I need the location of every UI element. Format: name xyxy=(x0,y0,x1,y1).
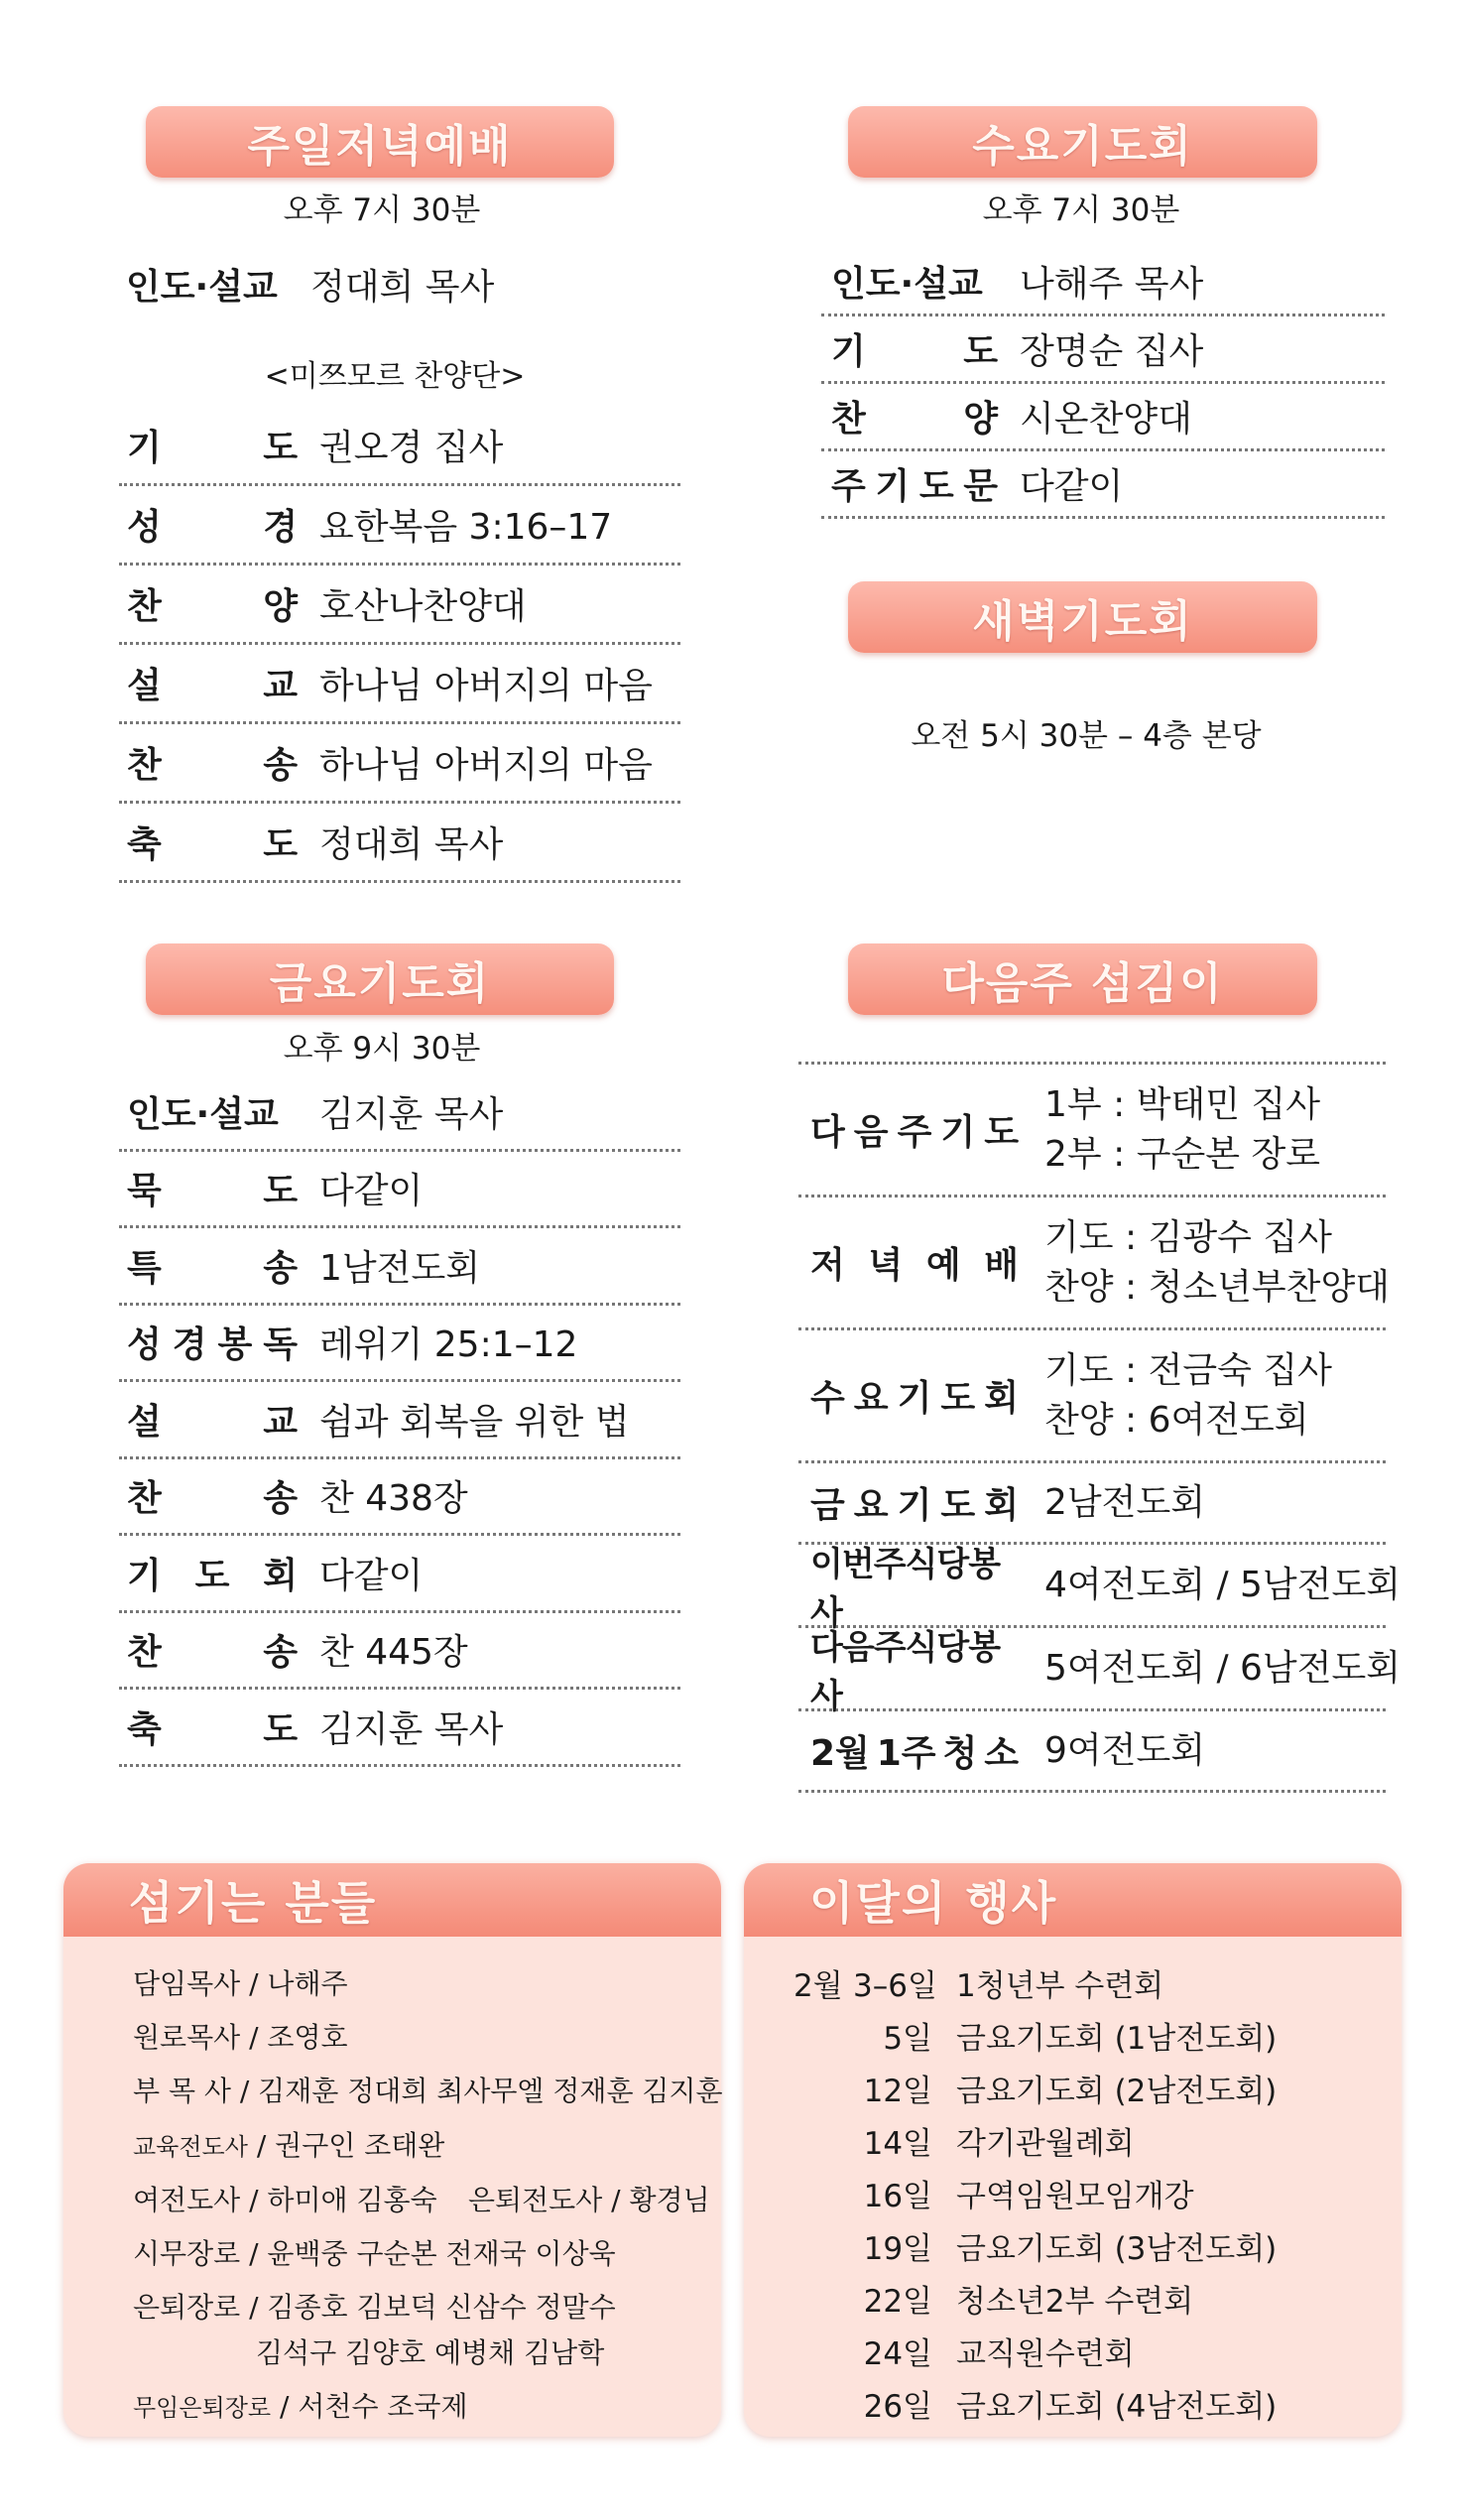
friday-value: 김지훈 목사 xyxy=(319,1093,504,1135)
sunday-value: 하나님 아버지의 마음 xyxy=(319,666,653,706)
friday-label-part: 교 xyxy=(263,1401,298,1443)
event-item xyxy=(853,2223,1277,2268)
events-title: 이달의 행사 xyxy=(744,1863,1402,1937)
event-item xyxy=(853,2171,1194,2215)
staff-female-evangelist: 여전도사 / 하미애 김홍숙 xyxy=(133,2184,437,2216)
next-week-label-part: 녁 xyxy=(868,1245,904,1286)
friday-label-part: 성 xyxy=(127,1324,162,1366)
next-week-value: 1부 : 박태민 집사 xyxy=(1044,1083,1321,1125)
sunday-row xyxy=(119,645,680,724)
next-week-value: 9여전도회 xyxy=(1044,1729,1206,1771)
friday-label-part: 송 xyxy=(263,1478,298,1520)
next-week-label-part: 음 xyxy=(853,1112,889,1153)
friday-value: 다같이 xyxy=(319,1171,424,1212)
event-day: 3–6일 xyxy=(853,1968,937,2004)
staff-senior: 담임목사 / 나해주 xyxy=(133,1967,348,2000)
wednesday-value: 시온찬양대 xyxy=(1020,399,1192,440)
event-item xyxy=(853,1960,1163,2005)
next-week-values xyxy=(1044,1346,1332,1446)
friday-label-part: 기 xyxy=(127,1555,162,1596)
friday-label xyxy=(127,1701,319,1752)
sunday-label-part: 기 xyxy=(127,428,162,468)
wednesday-row xyxy=(821,451,1385,519)
friday-value: 김지훈 목사 xyxy=(319,1708,504,1750)
staff-unassigned-row xyxy=(133,2385,468,2425)
friday-label xyxy=(127,1394,319,1445)
friday-time: 오후 9시 30분 xyxy=(283,1031,481,1067)
friday-value: 쉼과 회복을 위한 법 xyxy=(319,1401,630,1443)
friday-value: 찬 438장 xyxy=(319,1478,468,1520)
friday-label-part: 묵 xyxy=(127,1171,162,1212)
staff-title: 섬기는 분들 xyxy=(63,1863,721,1937)
friday-label-part: 찬 xyxy=(127,1632,162,1674)
friday-label xyxy=(127,1624,319,1675)
event-text: 1청년부 수련회 xyxy=(956,1968,1164,2004)
wednesday-row xyxy=(821,316,1385,384)
next-week-label-part: 회 xyxy=(984,1378,1019,1419)
staff-retired-elders-2: 김석구 김양호 예병채 김남학 xyxy=(256,2336,605,2369)
sunday-value: 하나님 아버지의 마음 xyxy=(319,745,653,786)
next-week-label xyxy=(798,1370,1044,1421)
friday-label-part: 특 xyxy=(127,1247,162,1289)
friday-row xyxy=(119,1382,680,1459)
next-week-row xyxy=(798,1711,1386,1793)
friday-label-part: 도 xyxy=(194,1555,230,1596)
wednesday-label-part: 양 xyxy=(963,399,998,440)
sunday-label xyxy=(127,578,319,629)
next-week-label-part: 요 xyxy=(853,1485,889,1526)
friday-row xyxy=(119,1536,680,1613)
friday-label xyxy=(127,1240,319,1291)
wednesday-label-part: 주 xyxy=(831,466,866,507)
friday-row xyxy=(119,1690,680,1767)
wednesday-label-part: 기 xyxy=(875,466,911,507)
event-day: 19일 xyxy=(863,2231,932,2267)
wednesday-value: 장명순 집사 xyxy=(1020,331,1204,372)
wednesday-label-part: 도 xyxy=(918,466,954,507)
sunday-label-part: 양 xyxy=(263,586,298,627)
event-text: 금요기도회 (2남전도회) xyxy=(956,2074,1278,2109)
next-week-value: 기도 : 전금숙 집사 xyxy=(1044,1349,1332,1391)
next-week-label-part: 기 xyxy=(897,1485,932,1526)
sunday-time: 오후 7시 30분 xyxy=(283,192,481,228)
next-week-label-part: 수 xyxy=(810,1378,845,1419)
next-week-value: 2남전도회 xyxy=(1044,1481,1206,1523)
staff-education-prefix: 교육전도사 xyxy=(133,2133,248,2161)
sunday-title: 주일저녁예배 xyxy=(146,106,614,178)
wednesday-label xyxy=(831,391,1020,441)
wednesday-label-part: 인도·설교 xyxy=(831,264,983,305)
friday-label-part: 축 xyxy=(127,1708,162,1750)
wednesday-value: 나해주 목사 xyxy=(1020,264,1204,305)
sunday-label-part: 도 xyxy=(263,824,298,865)
dawn-title: 새벽기도회 xyxy=(848,581,1317,653)
next-week-value: 4여전도회 / 5남전도회 xyxy=(1044,1564,1402,1605)
friday-label-part: 도 xyxy=(263,1171,298,1212)
events-month: 2월 xyxy=(794,1968,843,2004)
next-week-label xyxy=(798,1237,1044,1288)
staff-emeritus: 원로목사 / 조영호 xyxy=(133,2021,348,2054)
sunday-label-part: 설 xyxy=(127,666,162,706)
next-week-value: 찬양 : 6여전도회 xyxy=(1044,1399,1309,1441)
next-week-label-part: 저 xyxy=(810,1245,845,1286)
wednesday-row xyxy=(821,384,1385,451)
friday-value: 1남전도회 xyxy=(319,1247,481,1289)
friday-label xyxy=(127,1317,319,1367)
wednesday-label xyxy=(831,323,1020,374)
event-day: 26일 xyxy=(863,2389,932,2425)
friday-value: 레위기 25:1–12 xyxy=(319,1324,578,1366)
dawn-time: 오전 5시 30분 – 4층 본당 xyxy=(911,718,1262,754)
next-week-values xyxy=(1044,1478,1205,1528)
friday-row xyxy=(119,1152,680,1229)
staff-education: / 권구인 조태완 xyxy=(247,2129,445,2162)
wednesday-label-part: 도 xyxy=(963,331,998,372)
next-week-value: 찬양 : 청소년부찬양대 xyxy=(1044,1266,1390,1308)
friday-row xyxy=(119,1228,680,1306)
wednesday-label-part: 찬 xyxy=(831,399,866,440)
wednesday-title: 수요기도회 xyxy=(848,106,1317,178)
friday-row xyxy=(119,1074,680,1152)
friday-title: 금요기도회 xyxy=(146,944,614,1015)
sunday-label-part: 교 xyxy=(263,666,298,706)
next-week-row xyxy=(798,1627,1402,1716)
next-week-label-part: 도 xyxy=(940,1485,976,1526)
sunday-label-part: 성 xyxy=(127,507,162,548)
friday-label xyxy=(127,1470,319,1521)
sunday-value: 권오경 집사 xyxy=(319,428,504,468)
sunday-row xyxy=(119,724,680,804)
sunday-leader: 정대희 목사 xyxy=(310,266,495,308)
next-week-row xyxy=(798,1197,1390,1330)
event-day: 14일 xyxy=(863,2126,932,2162)
event-day: 12일 xyxy=(863,2074,932,2109)
next-week-row xyxy=(798,1330,1386,1463)
next-week-label-part: 도 xyxy=(984,1112,1019,1153)
next-week-label-part: 요 xyxy=(853,1378,889,1419)
friday-value: 다같이 xyxy=(319,1555,424,1596)
staff-retired-evangelist: 은퇴전도사 / 황경님 xyxy=(468,2184,710,2216)
sunday-label-part: 찬 xyxy=(127,745,162,786)
event-text: 금요기도회 (1남전도회) xyxy=(956,2021,1278,2057)
next-week-row xyxy=(798,1544,1402,1633)
next-week-row xyxy=(798,1065,1386,1197)
friday-label-part: 송 xyxy=(263,1632,298,1674)
sunday-row xyxy=(119,407,680,486)
sunday-leader-label: 인도·설교 xyxy=(126,266,278,308)
event-text: 금요기도회 (3남전도회) xyxy=(956,2231,1278,2267)
next-week-label xyxy=(798,1477,1044,1528)
sunday-label xyxy=(127,817,319,867)
sunday-row xyxy=(119,804,680,883)
sunday-label-part: 도 xyxy=(263,428,298,468)
next-week-row xyxy=(798,1463,1386,1545)
next-week-label-part: 금 xyxy=(810,1485,845,1526)
staff-elders: 시무장로 / 윤백중 구순본 전재국 이상욱 xyxy=(133,2237,616,2270)
friday-label-part: 독 xyxy=(263,1324,298,1366)
staff-unassigned: / 서천수 조국제 xyxy=(271,2390,468,2423)
next-week-values xyxy=(1044,1561,1401,1610)
wednesday-label xyxy=(831,458,1020,509)
sunday-label-part: 경 xyxy=(263,507,298,548)
friday-label xyxy=(127,1548,319,1598)
next-week-label-part: 주 xyxy=(897,1112,932,1153)
friday-label-part: 경 xyxy=(172,1324,207,1366)
friday-value: 찬 445장 xyxy=(319,1632,468,1674)
wednesday-label xyxy=(831,256,1020,307)
event-text: 금요기도회 (4남전도회) xyxy=(956,2389,1278,2425)
next-week-label xyxy=(798,1725,1044,1776)
sunday-label-part: 찬 xyxy=(127,586,162,627)
next-week-label-part: 이번주식당봉사 xyxy=(810,1544,1001,1633)
event-item xyxy=(853,2066,1277,2110)
next-week-label-part: 다 xyxy=(810,1112,845,1153)
next-week-label-part: 예 xyxy=(925,1245,961,1286)
staff-education-row xyxy=(133,2124,444,2164)
event-item xyxy=(853,2329,1135,2373)
next-week-value: 2부 : 구순본 장로 xyxy=(1044,1133,1321,1175)
next-week-label-part: 배 xyxy=(984,1245,1019,1286)
next-week-label-part: 기 xyxy=(940,1112,976,1153)
event-day: 24일 xyxy=(863,2336,932,2372)
event-day: 22일 xyxy=(863,2284,932,2320)
wednesday-value: 다같이 xyxy=(1020,466,1124,507)
sunday-leader-row xyxy=(126,254,494,314)
next-week-value: 기도 : 김광수 집사 xyxy=(1044,1216,1332,1258)
event-day: 16일 xyxy=(863,2179,932,2214)
next-week-label-part: 회 xyxy=(984,1485,1019,1526)
event-text: 교직원수련회 xyxy=(956,2336,1135,2372)
sunday-label xyxy=(127,420,319,470)
sunday-row xyxy=(119,566,680,645)
event-item xyxy=(853,2013,1277,2058)
next-week-values xyxy=(1044,1644,1401,1694)
sunday-choir-note: <미쯔모르 찬양단> xyxy=(264,359,526,394)
staff-unassigned-prefix: 무임은퇴장로 xyxy=(133,2394,272,2422)
next-week-label-part: 도 xyxy=(940,1378,976,1419)
friday-label xyxy=(127,1163,319,1213)
sunday-label xyxy=(127,737,319,788)
friday-row xyxy=(119,1306,680,1383)
sunday-label xyxy=(127,499,319,550)
next-week-label-part: 소 xyxy=(984,1733,1019,1774)
next-week-label-part: 2월 xyxy=(810,1733,870,1774)
friday-label-part: 봉 xyxy=(217,1324,253,1366)
friday-label-part: 찬 xyxy=(127,1478,162,1520)
next-week-label-part: 1주 xyxy=(876,1733,936,1774)
friday-label-part: 송 xyxy=(263,1247,298,1289)
event-text: 청소년2부 수련회 xyxy=(956,2284,1194,2320)
next-week-label-part: 기 xyxy=(897,1378,932,1419)
next-week-value: 5여전도회 / 6남전도회 xyxy=(1044,1647,1402,1689)
next-week-values xyxy=(1044,1213,1390,1313)
friday-label-part: 설 xyxy=(127,1401,162,1443)
sunday-value: 정대희 목사 xyxy=(319,824,504,865)
event-item xyxy=(853,2276,1193,2321)
staff-retired-elders-1: 은퇴장로 / 김종호 김보덕 신삼수 정말수 xyxy=(133,2291,616,2324)
sunday-label-part: 송 xyxy=(263,745,298,786)
sunday-value: 요한복음 3:16–17 xyxy=(319,507,613,548)
next-week-label xyxy=(798,1104,1044,1155)
friday-row xyxy=(119,1459,680,1537)
sunday-value: 호산나찬양대 xyxy=(319,586,527,627)
friday-row xyxy=(119,1613,680,1691)
event-item xyxy=(853,2381,1277,2426)
staff-associate: 부 목 사 / 김재훈 정대희 최사무엘 정재훈 김지훈 xyxy=(133,2075,723,2107)
next-week-label-part: 청 xyxy=(942,1733,978,1774)
next-week-values xyxy=(1044,1080,1320,1180)
wednesday-time: 오후 7시 30분 xyxy=(982,192,1180,228)
sunday-label xyxy=(127,658,319,708)
event-text: 각기관월례회 xyxy=(956,2126,1135,2162)
wednesday-label-part: 문 xyxy=(963,466,998,507)
next-week-values xyxy=(1044,1726,1205,1776)
friday-label-part: 회 xyxy=(263,1555,298,1596)
next-week-title: 다음주 섬김이 xyxy=(848,944,1317,1015)
event-item xyxy=(853,2118,1135,2163)
friday-label-part: 도 xyxy=(263,1708,298,1750)
sunday-label-part: 축 xyxy=(127,824,162,865)
event-text: 구역임원모임개강 xyxy=(956,2179,1194,2214)
wednesday-label-part: 기 xyxy=(831,331,866,372)
event-day: 5일 xyxy=(883,2021,932,2057)
next-week-label-part: 다음주식당봉사 xyxy=(810,1627,1001,1716)
friday-label xyxy=(127,1086,319,1137)
next-week-label xyxy=(798,1620,1044,1717)
sunday-row xyxy=(119,486,680,566)
friday-label-part: 인도·설교 xyxy=(127,1093,279,1135)
wednesday-row xyxy=(821,249,1385,316)
